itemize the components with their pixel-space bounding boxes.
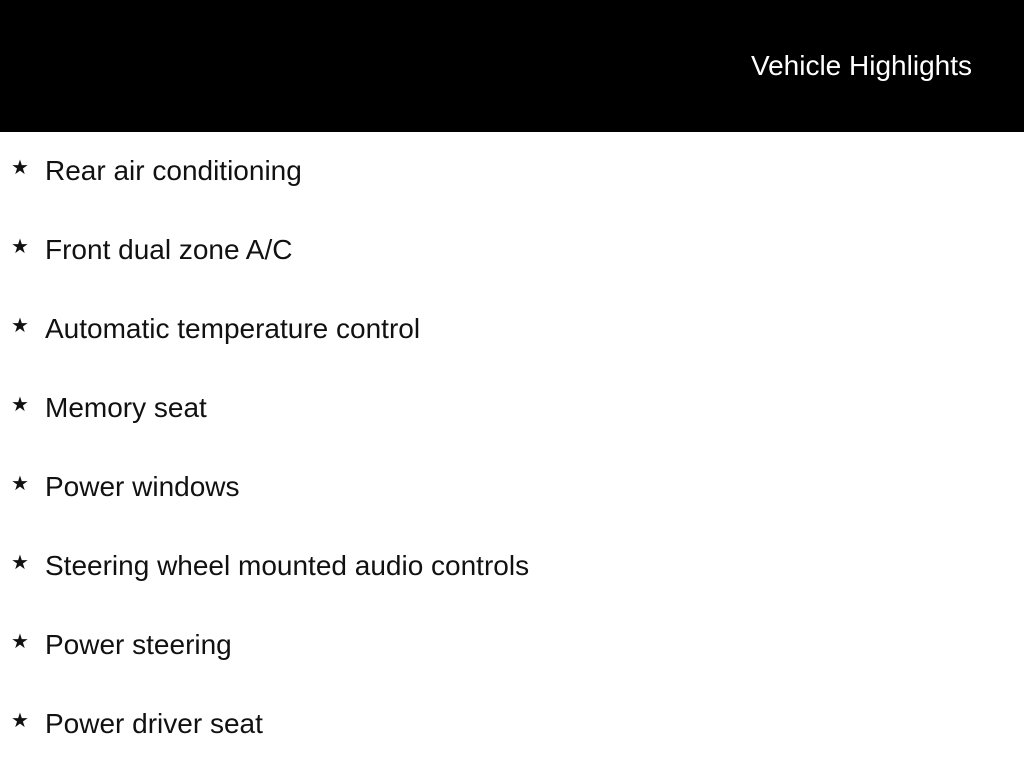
star-icon: ★ — [11, 631, 29, 653]
highlight-label: Power driver seat — [45, 708, 263, 739]
highlight-label: Steering wheel mounted audio controls — [45, 550, 530, 581]
star-icon: ★ — [11, 157, 29, 179]
star-icon: ★ — [11, 473, 29, 495]
star-icon: ★ — [11, 236, 29, 258]
star-icon: ★ — [11, 710, 29, 732]
highlight-label: Power steering — [45, 629, 232, 660]
highlight-label: Automatic temperature control — [45, 313, 421, 344]
list-item — [0, 606, 1024, 685]
header-bar — [0, 0, 1024, 132]
vehicle-highlights-list — [0, 132, 1024, 764]
list-item — [0, 290, 1024, 369]
star-icon: ★ — [11, 394, 29, 416]
star-icon: ★ — [11, 552, 29, 574]
star-icon: ★ — [11, 315, 29, 337]
list-item — [0, 369, 1024, 448]
list-item — [0, 132, 1024, 211]
highlight-label: Front dual zone A/C — [45, 234, 293, 265]
list-item — [0, 211, 1024, 290]
list-item — [0, 527, 1024, 606]
list-item — [0, 685, 1024, 764]
page-title: Vehicle Highlights — [750, 50, 972, 81]
highlight-label: Memory seat — [45, 392, 207, 423]
list-item — [0, 448, 1024, 527]
highlight-label: Rear air conditioning — [45, 155, 302, 186]
highlight-label: Power windows — [45, 471, 240, 502]
